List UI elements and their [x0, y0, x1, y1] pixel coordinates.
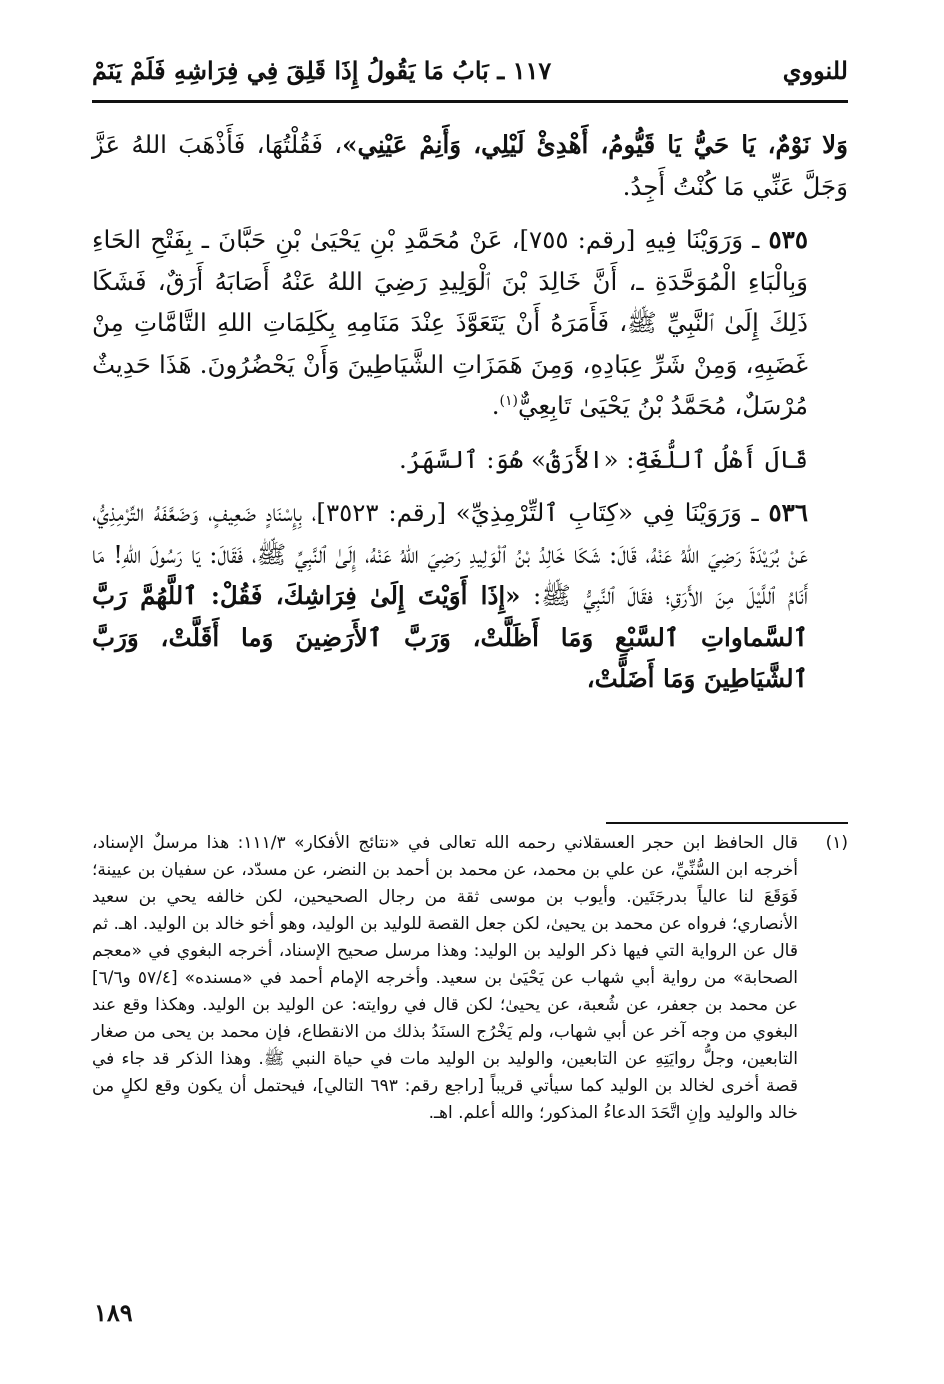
header-chapter-title: ١١٧ ـ بَابُ مَا يَقُولُ إِذَا قَلِقَ فِي فِرَاشِهِ فَلَمْ يَنَمْ [92, 56, 552, 85]
paragraph-535 [92, 219, 848, 427]
footnote-reference[interactable]: (١) [499, 392, 518, 409]
hadith-number: ٥٣٥ [768, 225, 808, 254]
paragraph-lexical-note [92, 439, 848, 481]
paragraph-text: قَالَ أَهْلُ ٱللُّغَةِ: «الأَرَقُ» هُوَ: ٱلسَّهَرُ. [398, 444, 808, 474]
paragraph-536 [92, 492, 848, 700]
footnote-text: قال الحافظ ابن حجر العسقلاني رحمه الله تعالى في «نتائج الأفكار» ١١١/٣: هذا مرسلٌ الإسناد، أخرجه ابن السُّنِّيِّ، عن علي بن محمد، عن محمد بن أحمد بن النضر، عن مسدّد، عن سفيان بن عيينة؛ فَوَقَعَ لنا عالياً بدرجَتَين. وأيوب بن موسى ثقة من رجال الصحيحين، لكن خالفه يحي بن سعيد الأنصاري؛ فرواه عن محمد بن يحيىٰ، لكن جعل القصة للوليد بن الوليد، وهو أخو خالد بن الوليد. اهـ. ثم قال عن الرواية التي فيها ذكر الوليد بن الوليد: وهذا مرسل صحيح الإسناد، أخرجه البغوي في «معجم الصحابة» من رواية أبي شهاب عن يَحْيَىٰ بن سعيد. وأخرجه الإمام أحمد في «مسنده» [٥٧/٤ و٦/٦] عن محمد بن جعفر، عن شُعبة، عن يحيىٰ؛ لكن قال في روايته: عن الوليد بن الوليد. وهكذا وقع عند البغوي من وجه آخر عن أبي شهاب، ولم يَخْرُج السنَدُ بذلك من الانقطاع، فإن محمد بن يحى من صغار التابعين، وجلُّ روايَتِهِ عن التابعين، والوليد بن الوليد مات في حياة النبي ﷺ. وهذا الذكر قد جاء في قصة أخرى لخالد بن الوليد كما سيأتي قريباً [راجع رقم: ٦٩٣ التالي]، فيحتمل أن يكون وقع لكلٍ من خالد والوليد وإنِ اتَّحَدَ الدعاءُ المذكور؛ والله أعلم. اهـ. [92, 833, 798, 1123]
main-text [92, 124, 848, 700]
footnote [92, 830, 848, 1127]
paragraph-end: . [491, 391, 500, 420]
header-author: للنووي [782, 56, 848, 85]
running-header [92, 54, 848, 103]
hadith-quote-bold: وَلا نَوْمٌ، يَا حَيُّ يَا قَيُّومُ، أَهْدِئْ لَيْلِي، وَأَنِمْ عَيْنِي» [342, 130, 848, 159]
paragraph-text: ـ وَرَوَيْنَا فِيهِ [رقم: ٧٥٥]، عَنْ مُحَمَّدِ بْنِ يَحْيَىٰ بْنِ حَبَّانَ ـ بِفَتْحِ الحَاءِ وَبِالْبَاءِ الْمُوَحَّدَةِ ـ، أَنَّ خَالِدَ بْنَ ٱلْوَلِيدِ رَضِيَ اللهُ عَنْهُ أَصَابَهُ أَرَقٌ، فَشَكَا ذَلِكَ إِلَىٰ ٱلنَّبِيِّ ﷺ، فَأَمَرَهُ أَنْ يَتَعَوَّذَ عِنْدَ مَنَامِهِ بِكَلِمَاتِ اللهِ التَّامَّاتِ مِنْ غَضَبِهِ، وَمِنْ شَرِّ عِبَادِهِ، وَمِنَ هَمَزَاتِ الشَّيَاطِينَ وَأَنْ يَحْضُرُونَ. هَذَا حَدِيثٌ مُرْسَلٌ، مُحَمَّدُ بْنُ يَحْيَىٰ تَابِعِيٌّ [92, 225, 808, 420]
footnote-separator [606, 822, 848, 824]
page-number: ١٨٩ [94, 1298, 133, 1327]
footnote-marker: (١) [825, 833, 848, 853]
paragraph-text: ـ وَرَوَيْنَا فِي «كِتَابِ ٱلتِّرْمِذِيِّ» [رقم: ٣٥٢٣]، بِإِسْنَادٍ ضَعِيفٍ، وَضَعَّفَهُ التِّرْمِذِيُّ، عَنْ بُرَيْدَةَ رَضِيَ اللهُ عَنْهُ، قَالَ: شَكَا خَالِدُ بْنُ ٱلْوَلِيدِ رَضِيَ اللهُ عَنْهُ، إِلَىٰ ٱلنَّبِيِّ ﷺ، فَقَالَ: يَا رَسُولَ اللهِ! مَا أَنَامُ ٱللَّيْلَ مِنَ الأَرَقِ؛ فقَالَ ٱلنَّبِيُّ ﷺ: [92, 498, 808, 610]
hadith-quote-bold: «إِذَا أَوَيْتَ إِلَىٰ فِرَاشِكَ، فَقُلْ: ٱللَّهُمَّ رَبَّ ٱلسَّماواتِ ٱلسَّبْعِ وَمَا أَظَلَّتْ، وَرَبَّ ٱلأَرَضِينَ وَما أَقَلَّتْ، وَرَبَّ ٱلشَّيَاطِينَ وَمَا أَضَلَّتْ، [92, 581, 808, 693]
paragraph-text: ، فَقُلْتُهَا، فَأَذْهَبَ اللهُ عَزَّ وَجَلَّ عَنِّي مَا كُنْتُ أَجِدُ. [92, 130, 848, 201]
hadith-number: ٥٣٦ [768, 498, 808, 527]
paragraph-continuation [92, 124, 848, 207]
